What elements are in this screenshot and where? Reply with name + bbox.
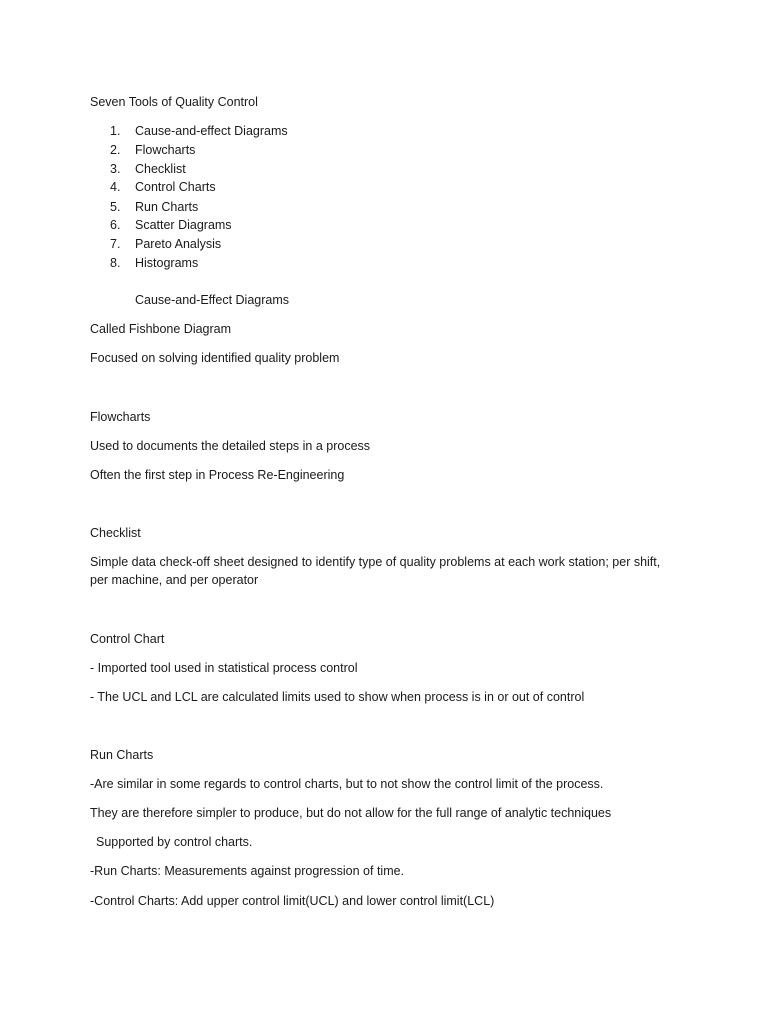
list-item	[110, 122, 288, 140]
control-chart-heading: Control Chart	[90, 632, 165, 646]
cause-effect-heading: Cause-and-Effect Diagrams	[135, 293, 290, 307]
run-charts-paragraph: They are therefore simpler to produce, but do not allow for the full range of analytic techniques	[90, 806, 612, 820]
list-item	[110, 141, 195, 159]
list-number: 6.	[110, 218, 121, 232]
list-label: Scatter Diagrams	[135, 218, 232, 232]
list-label: Checklist	[135, 162, 186, 176]
list-label: Cause-and-effect Diagrams	[135, 124, 288, 138]
list-label: Control Charts	[135, 180, 216, 194]
run-charts-paragraph: -Are similar in some regards to control charts, but to not show the control limit of the process.	[90, 777, 604, 791]
list-item	[110, 254, 198, 272]
list-item	[110, 160, 186, 178]
flowcharts-paragraph: Used to documents the detailed steps in a process	[90, 439, 371, 453]
list-number: 4.	[110, 180, 121, 194]
run-charts-paragraph: -Control Charts: Add upper control limit(UCL) and lower control limit(LCL)	[90, 894, 495, 908]
run-charts-paragraph: -Run Charts: Measurements against progression of time.	[90, 864, 405, 878]
flowcharts-paragraph: Often the first step in Process Re-Engineering	[90, 468, 345, 482]
control-chart-paragraph: - The UCL and LCL are calculated limits used to show when process is in or out of control	[90, 690, 585, 704]
run-charts-paragraph: Supported by control charts.	[96, 835, 253, 849]
document-title: Seven Tools of Quality Control	[90, 95, 258, 109]
run-charts-heading: Run Charts	[90, 748, 154, 762]
list-item	[110, 198, 198, 216]
list-number: 1.	[110, 124, 121, 138]
list-item	[110, 235, 221, 253]
list-label: Histograms	[135, 256, 199, 270]
flowcharts-heading: Flowcharts	[90, 410, 151, 424]
list-item	[110, 216, 232, 234]
list-label: Flowcharts	[135, 143, 196, 157]
list-number: 3.	[110, 162, 121, 176]
list-number: 7.	[110, 237, 121, 251]
list-label: Pareto Analysis	[135, 237, 222, 251]
checklist-paragraph: Simple data check-off sheet designed to identify type of quality problems at each work station; per shift, per machine, and per operator	[90, 555, 661, 587]
cause-effect-paragraph: Called Fishbone Diagram	[90, 322, 232, 336]
list-number: 2.	[110, 143, 121, 157]
list-number: 8.	[110, 256, 121, 270]
cause-effect-paragraph: Focused on solving identified quality problem	[90, 351, 340, 365]
list-label: Run Charts	[135, 200, 199, 214]
list-number: 5.	[110, 200, 121, 214]
checklist-heading: Checklist	[90, 526, 141, 540]
control-chart-paragraph: - Imported tool used in statistical process control	[90, 661, 358, 675]
list-item	[110, 178, 216, 196]
